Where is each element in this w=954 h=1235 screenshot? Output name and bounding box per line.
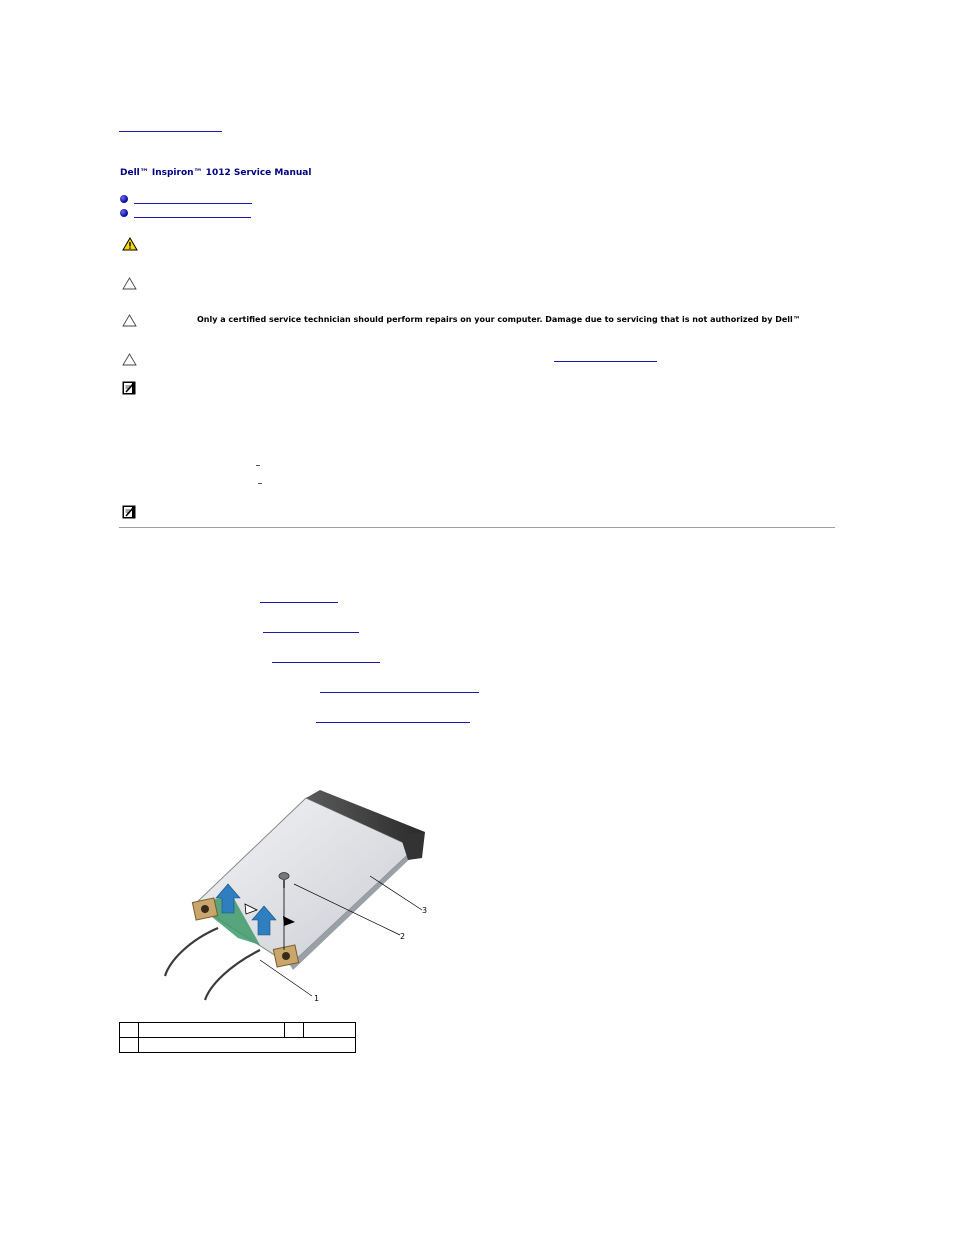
table-cell xyxy=(120,1023,139,1038)
table-row xyxy=(120,1023,356,1038)
section-divider xyxy=(119,527,835,528)
step-link-3[interactable] xyxy=(272,662,380,663)
table-cell xyxy=(285,1023,304,1038)
callout-legend-table xyxy=(119,1022,356,1053)
back-to-contents-link[interactable] xyxy=(119,131,222,132)
table-cell xyxy=(304,1023,356,1038)
step-link-4[interactable] xyxy=(320,692,479,693)
manual-title: Dell™ Inspiron™ 1012 Service Manual xyxy=(120,168,312,178)
table-cell xyxy=(139,1023,285,1038)
mini-card-illustration xyxy=(160,780,450,1010)
callout-1: 1 xyxy=(314,994,320,1003)
caution-icon xyxy=(122,277,137,290)
caution-text: Only a certified service technician should perform repairs on your computer. Damage due to servicing that is not authorized by Dell™ xyxy=(197,315,801,324)
bullet-icon xyxy=(120,209,128,217)
caution-icon xyxy=(122,314,137,327)
table-cell xyxy=(120,1038,139,1053)
note-icon xyxy=(122,505,136,519)
section-link-replacing[interactable] xyxy=(134,217,251,218)
note-icon xyxy=(122,381,136,395)
callout-3: 3 xyxy=(422,906,428,915)
warning-icon xyxy=(122,237,138,251)
section-link-removing[interactable] xyxy=(134,203,252,204)
caution-icon xyxy=(122,353,137,366)
step-link-5[interactable] xyxy=(316,722,470,723)
step-link-2[interactable] xyxy=(263,632,359,633)
bullet-icon xyxy=(120,195,128,203)
callout-2: 2 xyxy=(400,932,406,941)
list-dash xyxy=(258,483,262,484)
list-dash xyxy=(256,465,260,466)
table-row xyxy=(120,1038,356,1053)
step-link-1[interactable] xyxy=(260,602,338,603)
table-cell xyxy=(139,1038,356,1053)
caution-link[interactable] xyxy=(554,361,657,362)
